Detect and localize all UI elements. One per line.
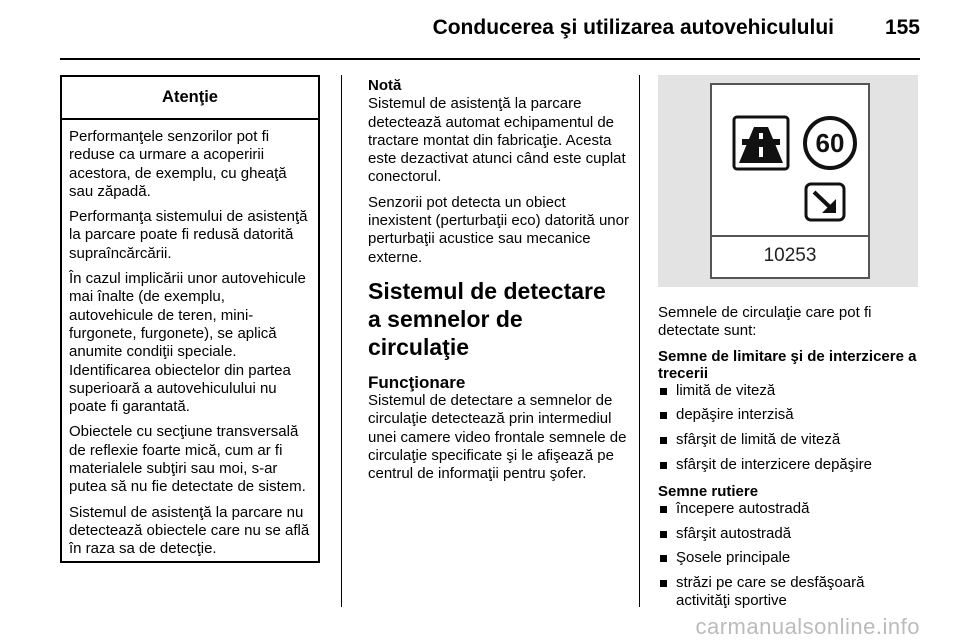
speed-limit-sign-icon	[805, 118, 855, 168]
warning-body	[62, 120, 318, 559]
header-title: Conducerea şi utilizarea autovehiculului	[432, 16, 834, 39]
note-label: Notă	[368, 77, 402, 94]
section-heading-line: Sistemul de detectare	[368, 277, 606, 304]
warning-title: Atenţie	[62, 77, 318, 120]
warning-paragraph: Performanţa sistemului de asistenţă la parcare poate fi redusă datorită supraîncărcării.	[69, 208, 308, 262]
traffic-sign-icons	[712, 85, 868, 235]
column-divider	[639, 75, 640, 607]
dashboard-figure	[658, 75, 918, 287]
middle-column	[368, 77, 630, 490]
figure-id: 10253	[712, 235, 868, 277]
warning-paragraph: Performanţele senzorilor pot fi reduse ca urmare a acoperirii acestora, de exemplu, cu gheaţă sau zăpadă.	[69, 128, 287, 200]
warning-paragraph: Sistemul de asistenţă la parcare nu detectează obiectele care nu se află în raza sa de detecţie.	[69, 503, 310, 558]
note-paragraph: Sistemul de asistenţă la parcare detectează automat echipamentul de tractare montat din fabricaţie. Acesta este dezactivat atunci când este cuplat conectorul.	[368, 95, 626, 186]
sub-heading: Funcţionare	[368, 372, 466, 392]
arrow-down-right-icon	[806, 184, 844, 220]
column-divider	[341, 75, 342, 607]
section-body: Sistemul de detectare a semnelor de circulaţie detectează prin intermediul unei camere video frontale semnele de circulaţie specificate şi le afişează pe centrul de informaţii pentru şofer.	[368, 391, 627, 483]
list-item: sfârşit autostradă	[658, 525, 920, 543]
header-rule	[60, 58, 920, 60]
list-item: limită de viteză	[658, 382, 920, 400]
section-heading	[368, 277, 630, 361]
signs-group-title: Semne rutiere	[658, 482, 759, 500]
right-column	[658, 304, 920, 620]
warning-paragraph: Obiectele cu secţiune transversală de reflexie foarte mică, cum ar fi materialele subţiri sau moi, s-ar putea să nu fie detectate de sistem.	[69, 423, 306, 496]
list-item: străzi pe care se desfăşoară activităţi sportive	[658, 574, 920, 611]
list-item: Şosele principale	[658, 549, 920, 567]
list-item: începere autostradă	[658, 500, 920, 518]
watermark: carmanualsonline.info	[695, 614, 920, 639]
motorway-sign-icon	[734, 117, 788, 169]
list-item: sfârşit de limită de viteză	[658, 431, 920, 449]
note-paragraph: Senzorii pot detecta un obiect inexistent (perturbaţii eco) datorită unor perturbaţii acustice sau mecanice externe.	[368, 193, 629, 266]
list-item: depăşire interzisă	[658, 406, 920, 424]
signs-group-title: Semne de limitare şi de interzicere a trecerii	[658, 347, 917, 382]
signs-group-list	[658, 500, 920, 611]
section-heading-line: a semnelor de circulaţie	[368, 305, 523, 360]
warning-paragraph: În cazul implicării unor autovehicule mai înalte (de exemplu, autovehicule de teren, mini-furgonete, furgonete), se aplică anumite condiţii speciale. Identificarea obiectelor din partea superioară a autovehiculului nu poate fi garantată.	[69, 270, 306, 416]
warning-box	[60, 75, 320, 563]
list-item: sfârşit de interzicere depăşire	[658, 456, 920, 474]
signs-intro: Semnele de circulaţie care pot fi detectate sunt:	[658, 304, 872, 340]
driver-info-display	[710, 83, 870, 279]
signs-group-list	[658, 382, 920, 474]
speed-limit-value: 60	[815, 128, 845, 158]
page-number: 155	[884, 16, 920, 39]
